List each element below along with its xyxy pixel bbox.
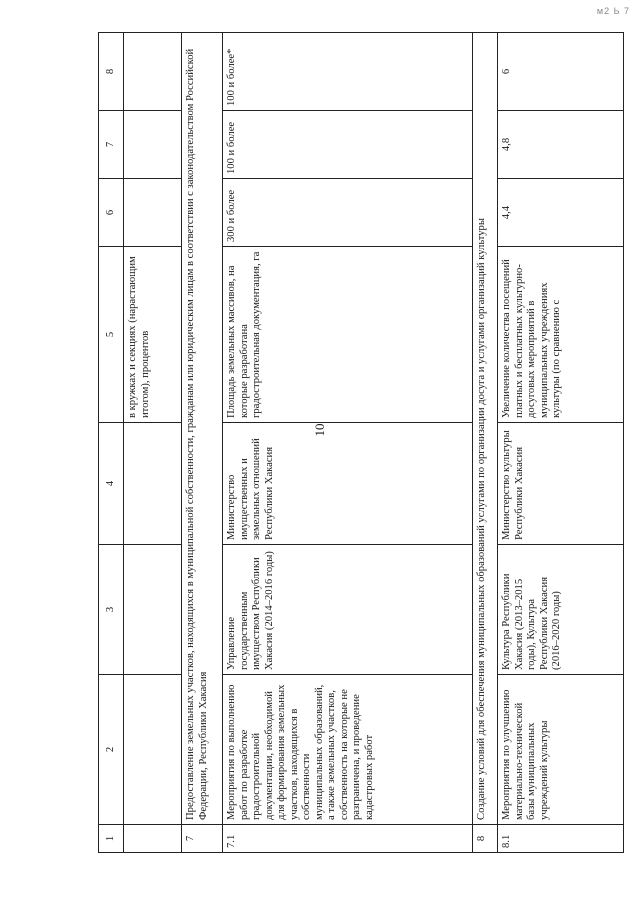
executor-cell: Министерство имущественных и земельных отношений Республики Хакасия [223, 423, 473, 545]
table-cell [124, 675, 182, 825]
table-row [124, 33, 182, 853]
table-cell [124, 825, 182, 853]
value-cell: 4,4 [498, 179, 624, 247]
header-cell: 2 [99, 675, 124, 825]
header-cell: 4 [99, 423, 124, 545]
header-cell: 6 [99, 179, 124, 247]
row-number: 7.1 [223, 825, 473, 853]
value-cell: 100 и более* [223, 33, 473, 111]
indicator-cell: Площадь земельных массивов, на которые разработана градостроительная документация, га [223, 247, 473, 423]
value-cell: 300 и более [223, 179, 473, 247]
section-title: Создание условий для обеспечения муниципальных образований услугами по организации досуга и услугами организаций культуры [473, 33, 498, 825]
header-cell: 7 [99, 111, 124, 179]
value-cell: 6 [498, 33, 624, 111]
section-number: 8 [473, 825, 498, 853]
activities-table [98, 32, 624, 853]
table-cell [124, 33, 182, 111]
header-cell: 5 [99, 247, 124, 423]
table-cell [124, 423, 182, 545]
row-number: 8.1 [498, 825, 624, 853]
table-row [223, 33, 473, 853]
section-row [473, 33, 498, 853]
activity-cell: Мероприятия по выполнению работ по разработке градостроительной документации, необходимой для формирования земельных участков, находящихся в собственности муниципальных образований, а также земельных участков, собственность на которые не разграничена, и проведение кадастровых работ [223, 675, 473, 825]
value-cell: 4,8 [498, 111, 624, 179]
page-number: 10 [312, 423, 327, 437]
program-cell: Управление государственным имуществом Республики Хакасия (2014–2016 годы) [223, 545, 473, 675]
section-row [182, 33, 223, 853]
section-title: Предоставление земельных участков, находящихся в муниципальной собственности, гражданам или юридическим лицам в соответствии с законодательством Российской Федерации, Республики Хакасия [182, 33, 223, 825]
header-cell: 1 [99, 825, 124, 853]
header-cell: 8 [99, 33, 124, 111]
indicator-cell: в кружках и секциях (нарастающим итогом), процентов [124, 247, 182, 423]
section-number: 7 [182, 825, 223, 853]
program-cell: Культура Республики Хакасия (2013–2015 годы), Культура Республики Хакасия (2016–2020 годы) [498, 545, 624, 675]
value-cell: 100 и более [223, 111, 473, 179]
table-row [498, 33, 624, 853]
table-cell [124, 179, 182, 247]
column-number-row [99, 33, 124, 853]
activity-cell: Мероприятия по улучшению материально-технической базы муниципальных учреждений культуры [498, 675, 624, 825]
rotated-table-page [98, 33, 628, 853]
indicator-cell: Увеличение количества посещений платных и бесплатных культурно-досуговых мероприятий в муниципальных учреждениях культуры (по сравнению с [498, 247, 624, 423]
executor-cell: Министерство культуры Республики Хакасия [498, 423, 624, 545]
table-cell [124, 111, 182, 179]
table-cell [124, 545, 182, 675]
corner-mark: м2 Ь 7 [596, 6, 630, 16]
header-cell: 3 [99, 545, 124, 675]
